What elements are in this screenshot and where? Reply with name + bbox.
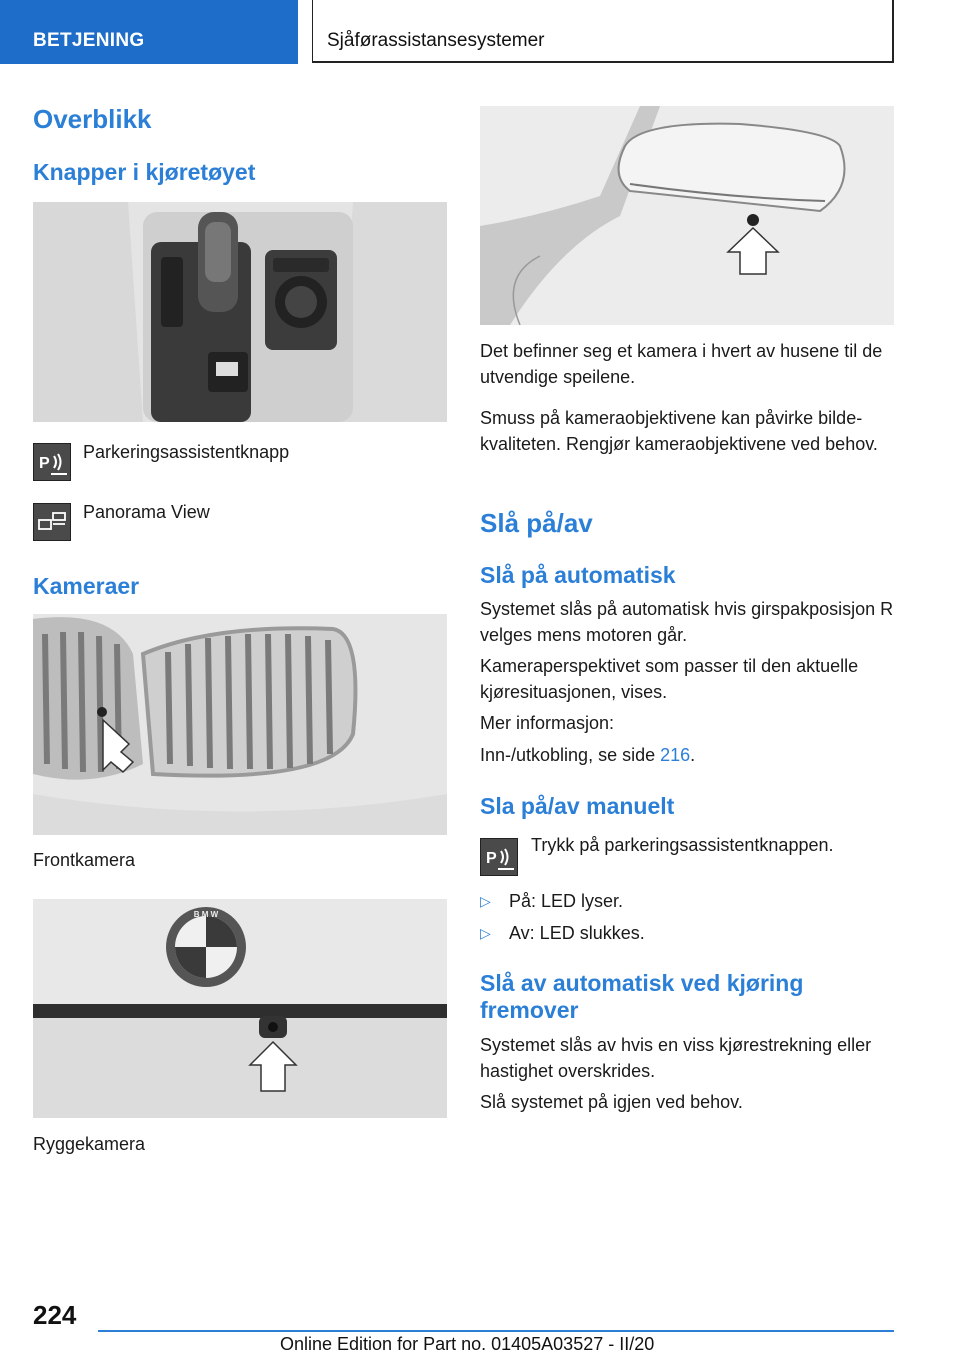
rear-camera-caption: Ryggekamera bbox=[33, 1134, 146, 1154]
auto-on-heading: Slå på automatisk bbox=[480, 562, 676, 588]
parking-assist-icon-2 bbox=[480, 838, 518, 876]
page-reference-text: Inn-/utkobling, se side bbox=[480, 745, 661, 765]
footer-divider bbox=[98, 1330, 894, 1332]
panorama-view-label: Panorama View bbox=[83, 502, 210, 522]
dirt-warning-text: Smuss på kameraobjektivene kan påvirke bildekvaliteten. Rengjør kameraobjektivene ved behov. bbox=[480, 408, 878, 454]
page-reference bbox=[480, 742, 695, 768]
svg-text:P: P bbox=[39, 455, 50, 472]
parking-assist-icon bbox=[33, 443, 71, 481]
page-title: Overblikk bbox=[33, 104, 152, 134]
auto-on-text-1: Systemet slås på automatisk hvis girspakposisjon R velges mens motoren går. bbox=[480, 599, 894, 645]
forward-heading: Slå av automatisk ved kjøring fremover bbox=[480, 970, 804, 1023]
page-number: 224 bbox=[33, 1300, 77, 1330]
footer-edition: Online Edition for Part no. 01405A03527 - II/20 bbox=[280, 1334, 655, 1354]
bullet-triangle-icon: ▷ bbox=[480, 925, 491, 941]
page-reference-suffix: . bbox=[690, 745, 696, 765]
forward-text-2: Slå systemet på igjen ved behov. bbox=[480, 1092, 743, 1112]
header-section-label: BETJENING bbox=[33, 30, 145, 51]
svg-text:P: P bbox=[486, 850, 497, 867]
cameras-heading: Kameraer bbox=[33, 573, 140, 599]
auto-on-text-2: Kameraperspektivet som passer til den aktuelle kjøresituasjonen, vises. bbox=[480, 656, 859, 702]
front-camera-caption: Frontkamera bbox=[33, 850, 136, 870]
manual-heading: Sla på/av manuelt bbox=[480, 793, 675, 819]
bullet-triangle-icon: ▷ bbox=[480, 893, 491, 909]
more-info-text: Mer informasjon: bbox=[480, 713, 615, 733]
forward-text-1: Systemet slås av hvis en viss kjørestrekning eller hastighet overskrides. bbox=[480, 1035, 872, 1081]
header-section-tab bbox=[0, 0, 298, 64]
header-chapter-label: Sjåførassistansesystemer bbox=[327, 30, 545, 51]
page-reference-link[interactable]: 216 bbox=[660, 745, 691, 765]
parking-assist-label: Parkeringsassistentknapp bbox=[83, 442, 290, 462]
buttons-heading: Knapper i kjøretøyet bbox=[33, 159, 256, 185]
mirror-camera-text: Det befinner seg et kamera i hvert av husene til de utvendige speilene. bbox=[480, 341, 883, 387]
rear-camera-image bbox=[33, 899, 447, 1118]
manual-instruction: Trykk på parkeringsassistentknappen. bbox=[531, 835, 834, 855]
side-mirror-camera-image bbox=[480, 106, 894, 325]
front-camera-image bbox=[33, 614, 447, 835]
header-chapter-box bbox=[312, 0, 894, 63]
panorama-view-icon bbox=[33, 503, 71, 541]
bullet-off-text: Av: LED slukkes. bbox=[509, 923, 645, 943]
bullet-on-text: På: LED lyser. bbox=[509, 891, 624, 911]
console-buttons-image bbox=[33, 202, 447, 422]
onoff-title: Slå på/av bbox=[480, 508, 593, 538]
bmw-logo-text: B M W bbox=[193, 910, 219, 919]
